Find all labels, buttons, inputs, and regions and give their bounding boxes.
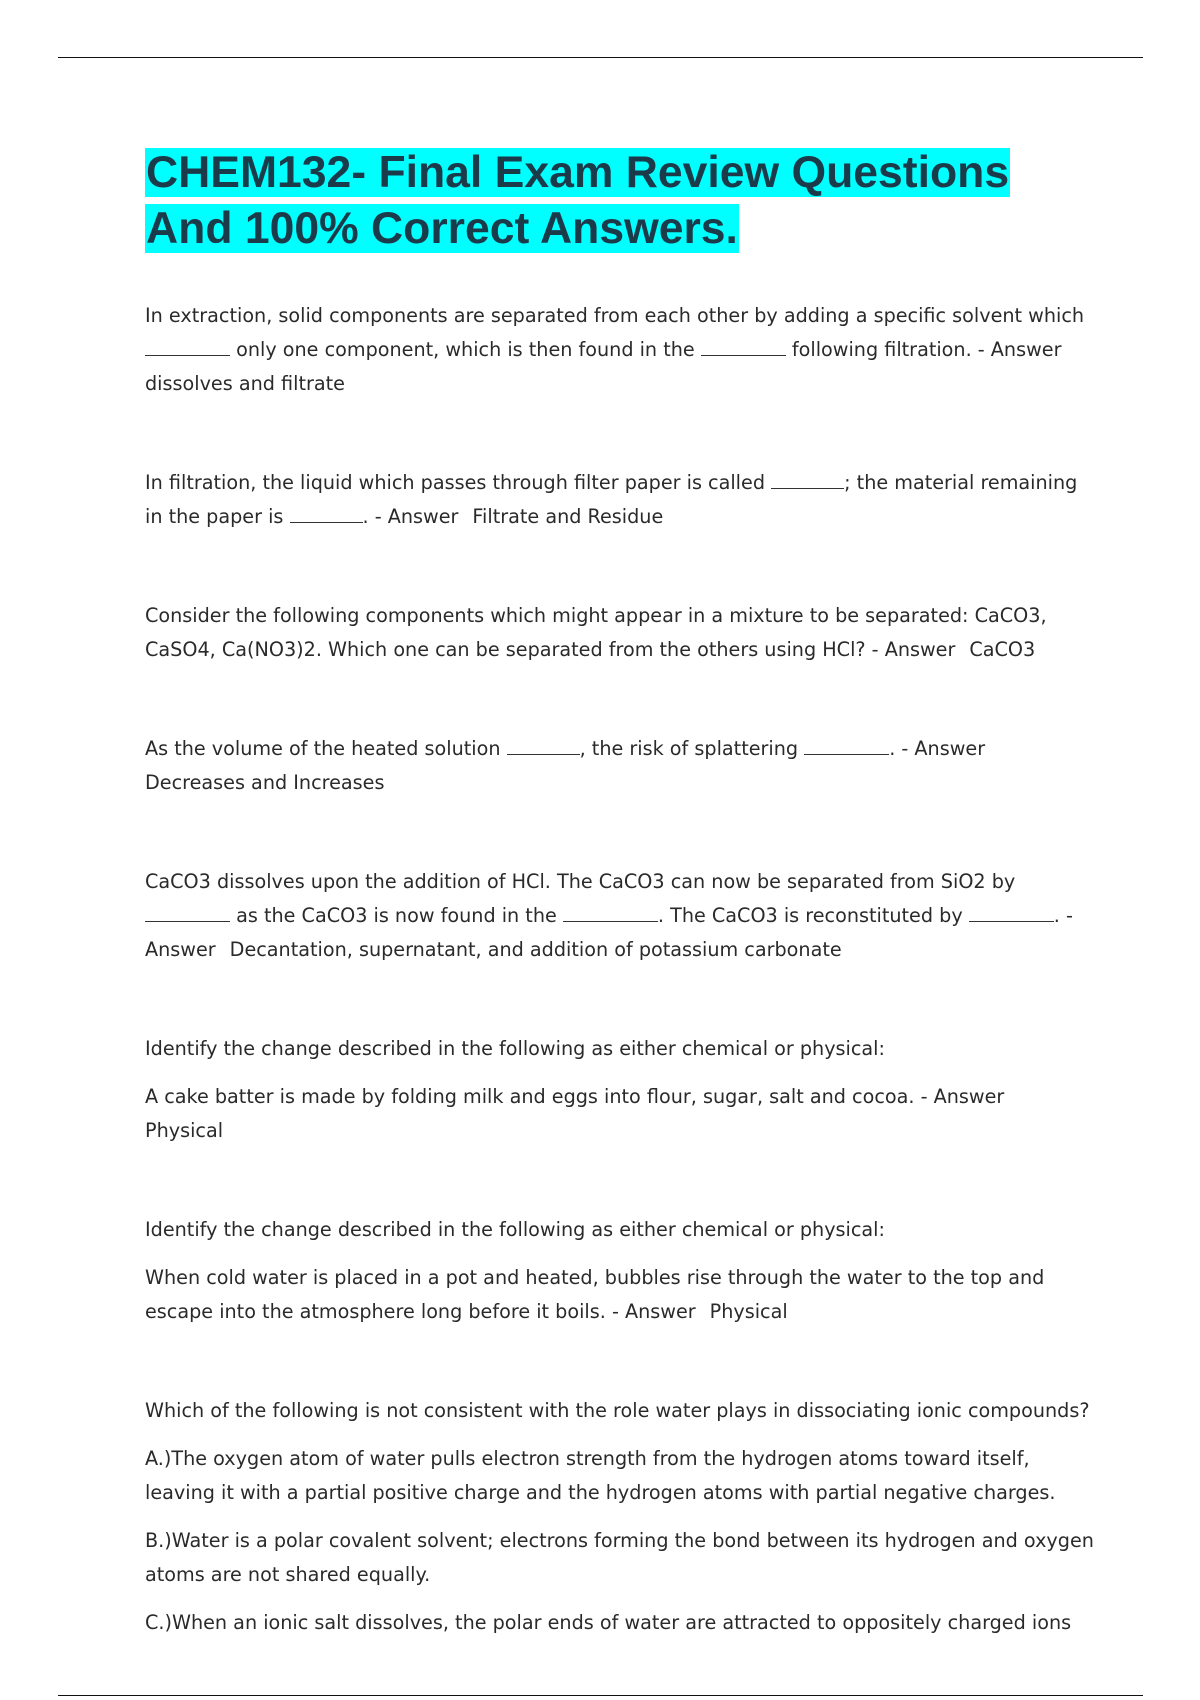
question-text bbox=[145, 865, 1095, 967]
answer-blank bbox=[507, 740, 580, 755]
question-prompt: Which of the following is not consistent with the role water plays in dissociating ionic compounds? bbox=[145, 1399, 1090, 1422]
option-c: C.)When an ionic salt dissolves, the polar ends of water are attracted to oppositely charged ions bbox=[145, 1611, 1072, 1634]
answer-text: Filtrate and Residue bbox=[472, 505, 664, 528]
option-b: B.)Water is a polar covalent solvent; electrons forming the bond between its hydrogen and oxygen atoms are not shared equally. bbox=[145, 1529, 1094, 1586]
answer-text: Physical bbox=[709, 1300, 788, 1323]
question-text bbox=[145, 466, 1095, 534]
answer-blank bbox=[145, 907, 230, 922]
question-7 bbox=[145, 1213, 1095, 1329]
question-segment: CaCO3 dissolves upon the addition of HCl. The CaCO3 can now be separated from SiO2 by bbox=[145, 870, 1016, 893]
question-segment: In filtration, the liquid which passes through filter paper is called bbox=[145, 471, 772, 494]
header-rule bbox=[58, 57, 1143, 58]
question-prompt: Identify the change described in the following as either chemical or physical: bbox=[145, 1037, 885, 1060]
answer-blank bbox=[969, 907, 1054, 922]
question-text bbox=[145, 299, 1095, 401]
question-segment: Consider the following components which might appear in a mixture to be separated: CaCO3, CaSO4, Ca(NO3)2. Which one can be separated from the others using HCl? - Answer bbox=[145, 604, 1047, 661]
question-segment: as the CaCO3 is now found in the bbox=[230, 904, 563, 927]
question-segment: . - Answer bbox=[889, 737, 986, 760]
question-3 bbox=[145, 599, 1095, 667]
question-text bbox=[145, 1261, 1095, 1329]
question-text bbox=[145, 1080, 1095, 1148]
question-6 bbox=[145, 1032, 1095, 1148]
document-body bbox=[145, 145, 1095, 1640]
question-1 bbox=[145, 299, 1095, 401]
question-segment: When cold water is placed in a pot and heated, bubbles rise through the water to the top and escape into the atmosphere long before it boils. - Answer bbox=[145, 1266, 1045, 1323]
question-segment: . - Answer bbox=[362, 505, 459, 528]
question-segment: ; the material remaining in the paper is bbox=[145, 471, 1078, 528]
question-text bbox=[145, 599, 1095, 667]
option-a: A.)The oxygen atom of water pulls electron strength from the hydrogen atoms toward itself, leaving it with a partial positive charge and the hydrogen atoms with partial negative charges. bbox=[145, 1447, 1056, 1504]
question-2 bbox=[145, 466, 1095, 534]
question-prompt: Identify the change described in the following as either chemical or physical: bbox=[145, 1218, 885, 1241]
question-5 bbox=[145, 865, 1095, 967]
answer-blank bbox=[563, 907, 658, 922]
answer-blank bbox=[145, 341, 230, 356]
question-segment: . - Answer bbox=[145, 904, 1073, 961]
document-title bbox=[145, 145, 1095, 257]
question-segment: As the volume of the heated solution bbox=[145, 737, 507, 760]
footer-rule bbox=[58, 1695, 1143, 1696]
answer-text: dissolves and filtrate bbox=[145, 372, 345, 395]
question-segment: . The CaCO3 is reconstituted by bbox=[657, 904, 969, 927]
question-4 bbox=[145, 732, 1095, 800]
answer-blank bbox=[290, 508, 363, 523]
title-line-1: CHEM132- Final Exam Review Questions bbox=[146, 148, 1010, 197]
answer-blank bbox=[701, 341, 786, 356]
question-segment: , the risk of splattering bbox=[579, 737, 805, 760]
answer-text: Decreases and Increases bbox=[145, 771, 385, 794]
title-line-2: And 100% Correct Answers. bbox=[146, 204, 738, 253]
question-text bbox=[145, 732, 1095, 800]
question-segment: following filtration. - Answer bbox=[785, 338, 1062, 361]
question-8 bbox=[145, 1394, 1095, 1640]
answer-blank bbox=[804, 740, 889, 755]
answer-text: Physical bbox=[145, 1119, 224, 1142]
question-segment: A cake batter is made by folding milk and eggs into flour, sugar, salt and cocoa. - Answer bbox=[145, 1085, 1005, 1108]
answer-blank bbox=[771, 474, 844, 489]
answer-text: CaCO3 bbox=[969, 638, 1036, 661]
question-segment: only one component, which is then found in the bbox=[230, 338, 701, 361]
question-segment: In extraction, solid components are separated from each other by adding a specific solvent which bbox=[145, 304, 1085, 327]
answer-text: Decantation, supernatant, and addition of potassium carbonate bbox=[229, 938, 842, 961]
